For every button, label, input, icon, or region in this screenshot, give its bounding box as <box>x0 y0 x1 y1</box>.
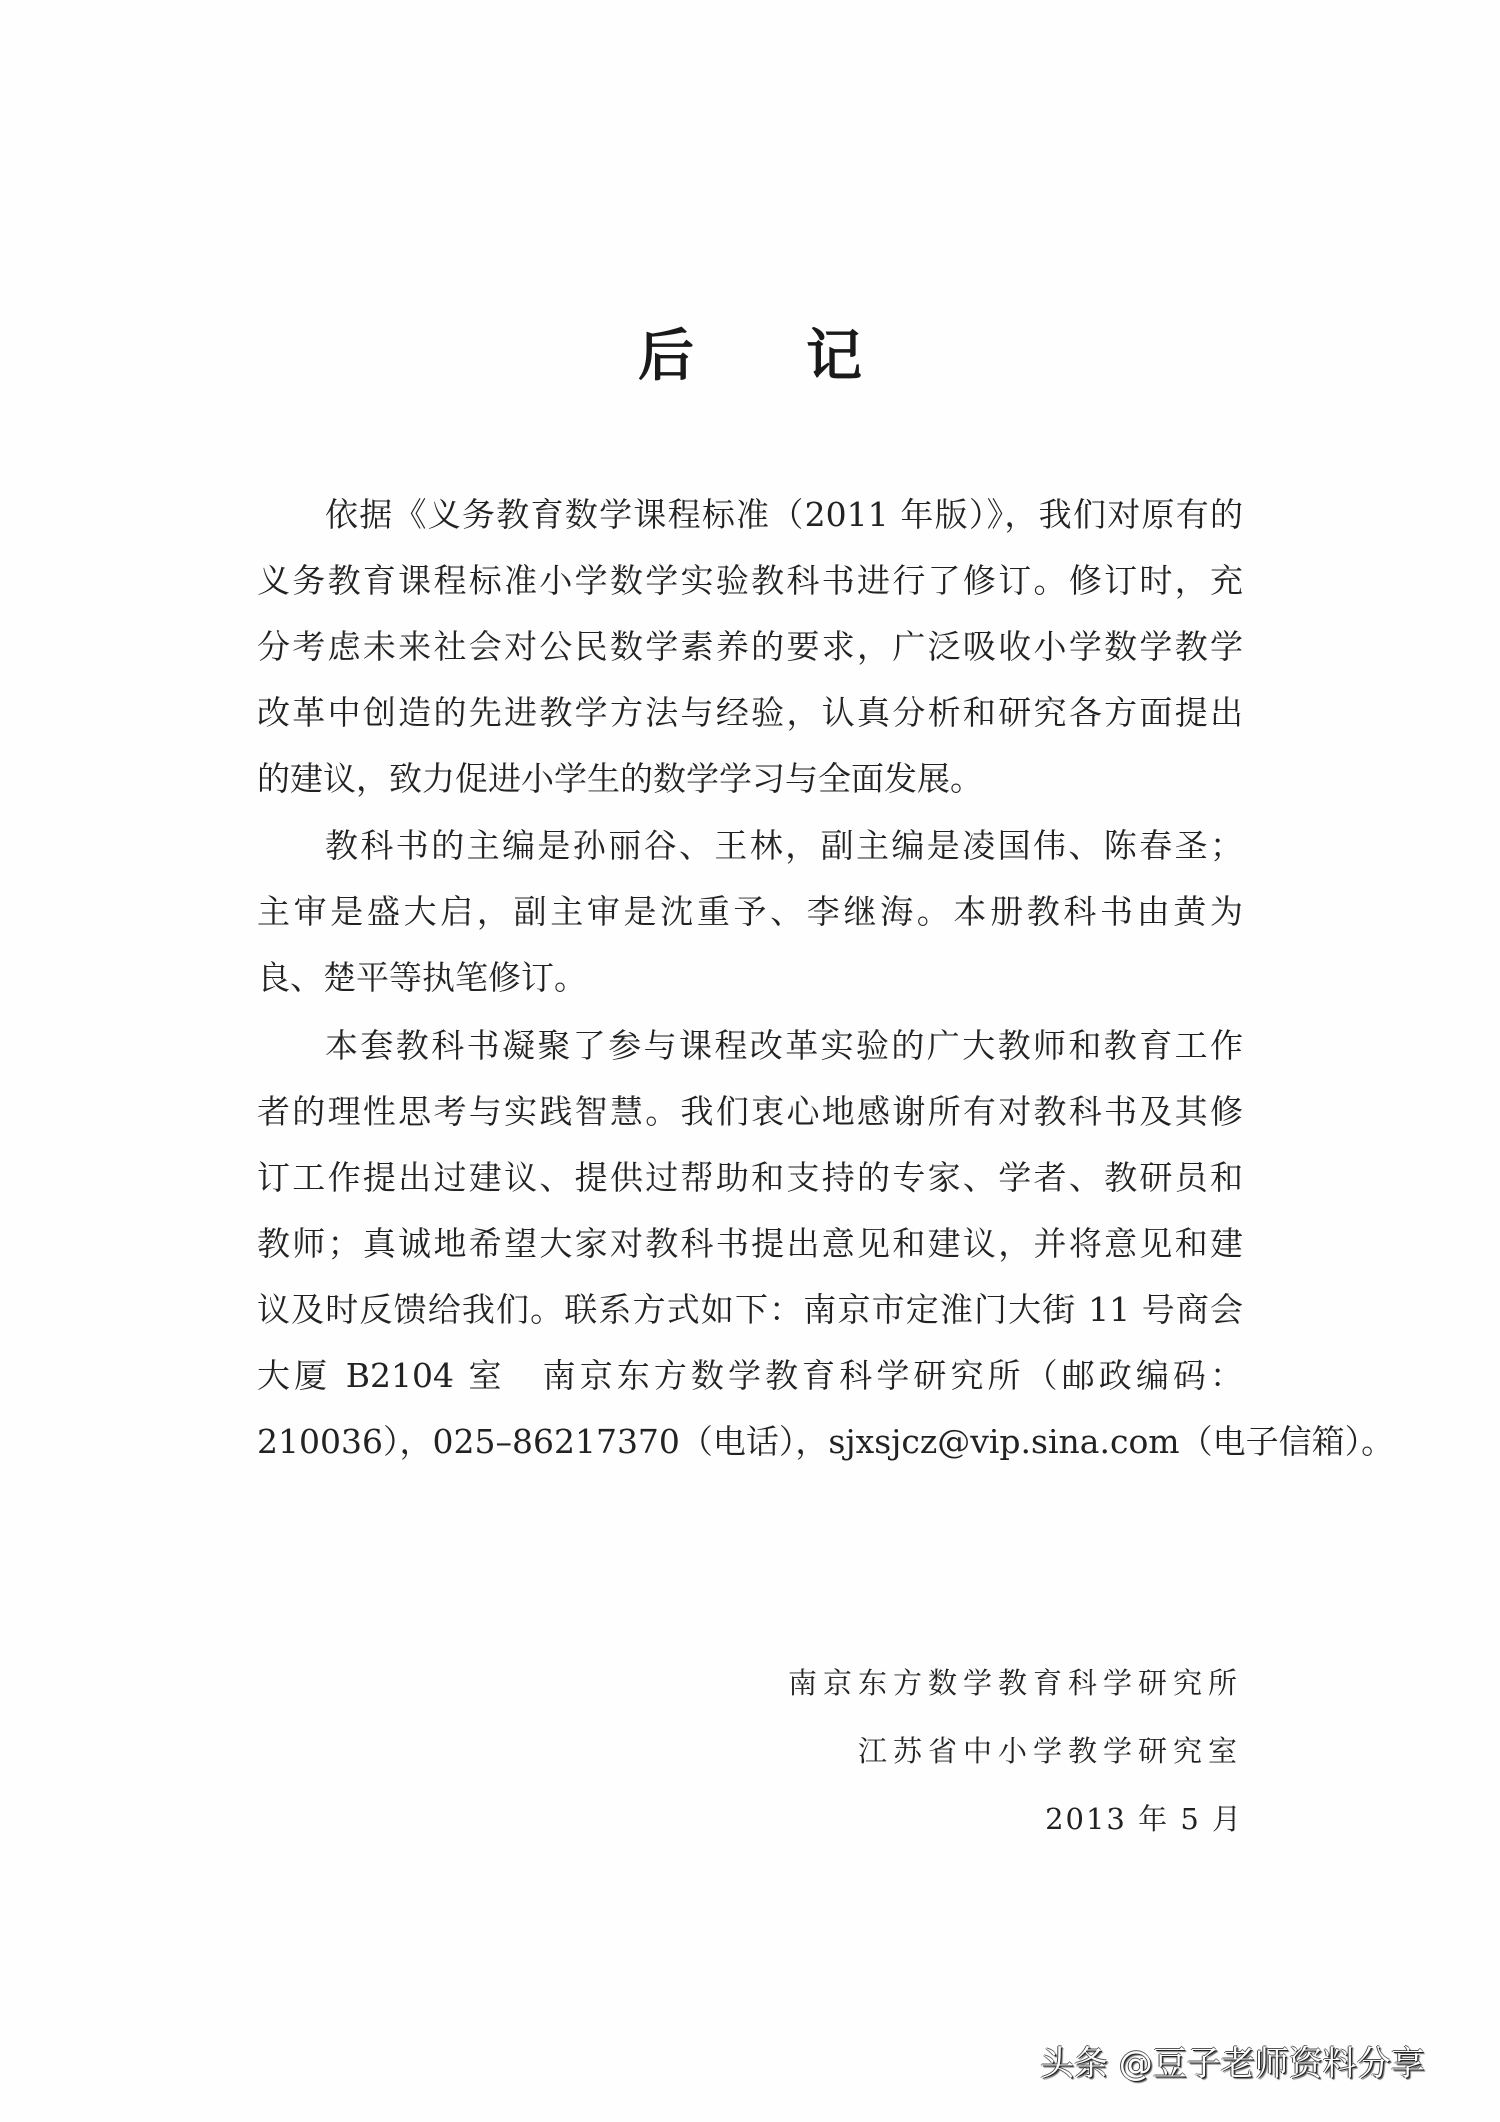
paragraph-line: 依据《义务教育数学课程标准（2011 年版）》，我们对原有的 <box>325 495 1243 534</box>
paragraph-3 <box>257 1013 1395 1475</box>
paragraph-line: 的建议，致力促进小学生的数学学习与全面发展。 <box>257 759 983 798</box>
paragraph-line: 教师；真诚地希望大家对教科书提出意见和建议，并将意见和建 <box>257 1224 1243 1263</box>
paragraph-line: 主审是盛大启，副主审是沈重予、李继海。本册教科书由黄为 <box>257 892 1243 931</box>
signature-org-2: 江苏省中小学教学研究室 <box>857 1734 1243 1768</box>
watermark: 头条 @豆子老师资料分享 <box>1040 2044 1425 2084</box>
signature-date: 2013 年 5 月 <box>1045 1802 1243 1836</box>
paragraph-line: 议及时反馈给我们。联系方式如下：南京市定淮门大街 11 号商会 <box>257 1290 1243 1329</box>
paragraph-line: 大厦 B2104 室 南京东方数学教育科学研究所（邮政编码： <box>257 1356 1243 1395</box>
title-char-1: 后 <box>638 324 694 389</box>
title-char-2: 记 <box>806 324 862 389</box>
paragraph-line: 义务教育课程标准小学数学实验教科书进行了修订。修订时，充 <box>257 561 1243 600</box>
paragraph-line: 分考虑未来社会对公民数学素养的要求，广泛吸收小学数学教学 <box>257 627 1243 666</box>
paragraph-line: 改革中创造的先进教学方法与经验，认真分析和研究各方面提出 <box>257 693 1243 732</box>
paragraph-line: 订工作提出过建议、提供过帮助和支持的专家、学者、教研员和 <box>257 1158 1243 1197</box>
page-title <box>0 322 1500 392</box>
contact-line: 210036），025–86217370（电话），sjxsjcz@vip.sina.com（电子信箱）。 <box>257 1422 1395 1461</box>
paragraph-line: 良、楚平等执笔修订。 <box>257 958 587 997</box>
paragraph-line: 本套教科书凝聚了参与课程改革实验的广大教师和教育工作 <box>325 1026 1243 1065</box>
paragraph-1 <box>257 482 1243 812</box>
signature-org-1: 南京东方数学教育科学研究所 <box>787 1666 1243 1700</box>
paragraph-2 <box>257 813 1243 1011</box>
paragraph-line: 者的理性思考与实践智慧。我们衷心地感谢所有对教科书及其修 <box>257 1092 1243 1131</box>
paragraph-line: 教科书的主编是孙丽谷、王林，副主编是凌国伟、陈春圣； <box>325 826 1243 865</box>
